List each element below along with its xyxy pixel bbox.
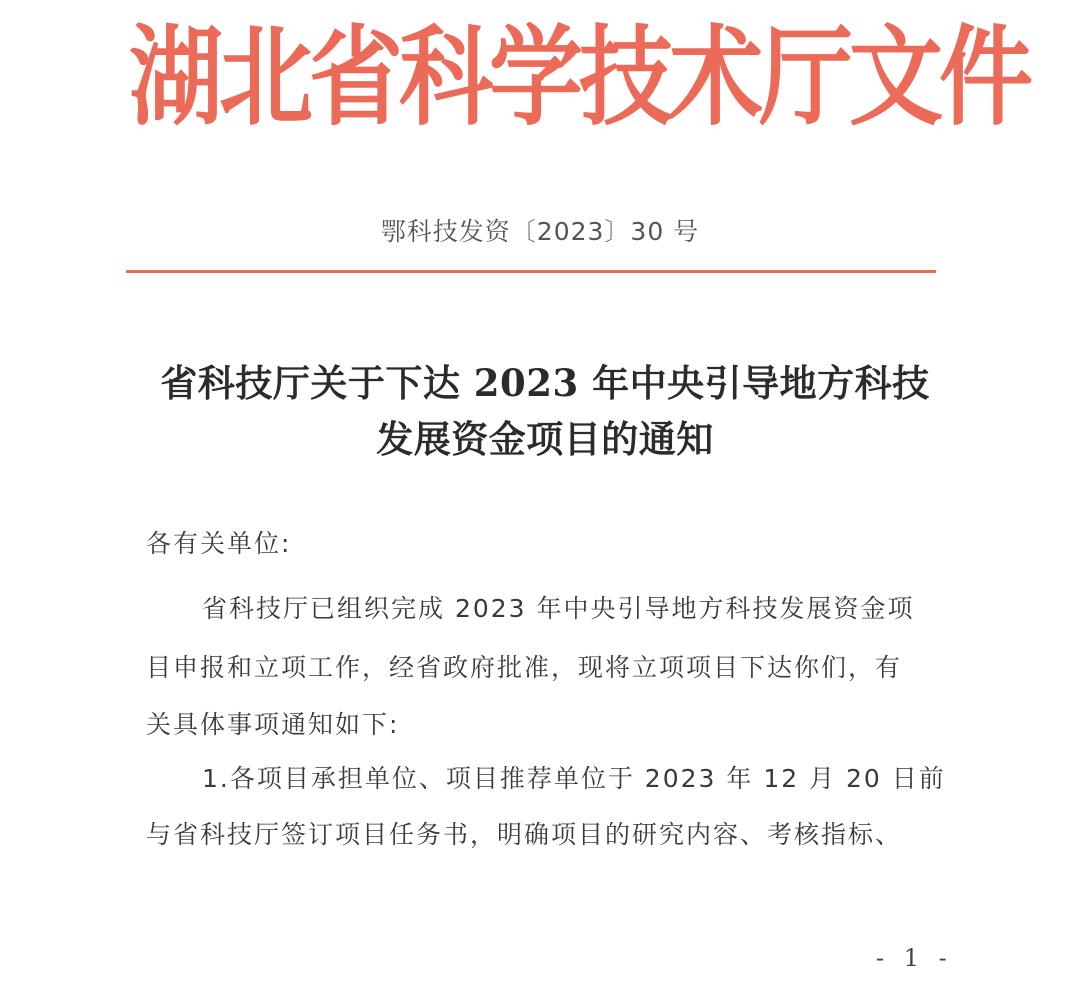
document-number: 鄂科技发资〔2023〕30 号 xyxy=(380,217,700,246)
issuing-authority-title: 湖北省科学技术厅文件 xyxy=(128,15,1029,142)
red-separator-line xyxy=(126,270,936,273)
page-number: - 1 - xyxy=(876,944,953,972)
document-title xyxy=(110,355,980,467)
body-line: 1.各项目承担单位、项目推荐单位于 2023 年 12 月 20 日前 xyxy=(202,764,946,793)
body-line: 与省科技厅签订项目任务书，明确项目的研究内容、考核指标、 xyxy=(146,820,903,849)
body-line: 关具体事项通知如下: xyxy=(146,710,400,739)
body-line: 省科技厅已组织完成 2023 年中央引导地方科技发展资金项 xyxy=(202,594,915,623)
masthead xyxy=(0,14,1080,144)
title-line-2: 发展资金项目的通知 xyxy=(376,417,714,461)
salutation: 各有关单位: xyxy=(146,529,292,558)
body-line: 目申报和立项工作，经省政府批准，现将立项项目下达你们，有 xyxy=(146,653,903,682)
title-line-1: 省科技厅关于下达 2023 年中央引导地方科技 xyxy=(160,361,930,405)
